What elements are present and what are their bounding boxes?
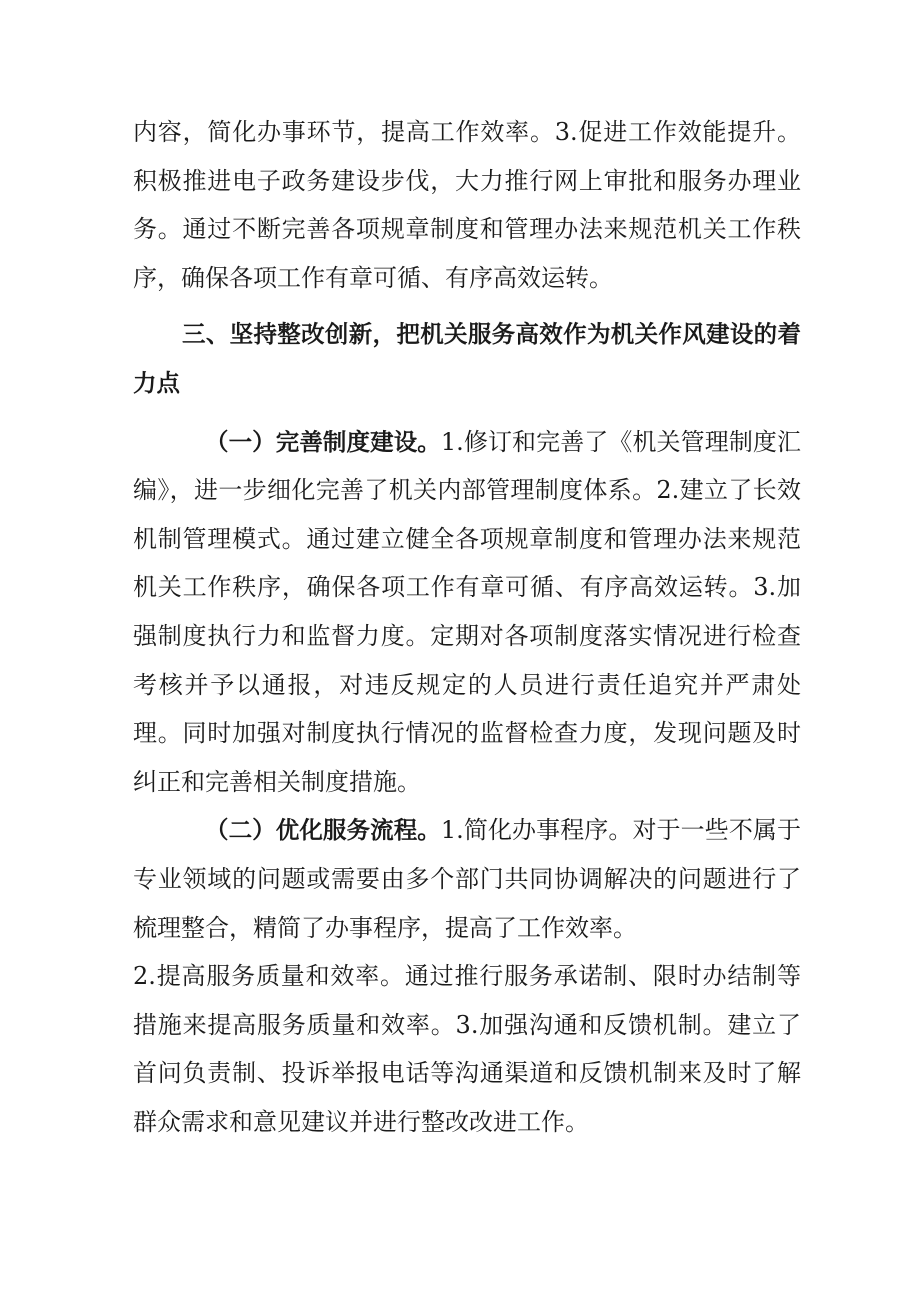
section-heading-3: 三、坚持整改创新，把机关服务高效作为机关作风建设的着力点 (133, 320, 801, 397)
paragraph-continued: 内容，简化办事环节，提高工作效率。3.促进工作效能提升。积极推进电子政务建设步伐，大力推行网上审批和服务办理业务。通过不断完善各项规章制度和管理办法来规范机关工作秩序，确保各项工作有章可循、有序高效运转。 (133, 118, 801, 292)
document-body (133, 108, 801, 1146)
subsection-1-title: （一）完善制度建设。 (205, 427, 441, 456)
subsection-2-paragraph (133, 806, 801, 952)
subsection-2-body: 1.简化办事程序。对于一些不属于专业领域的问题或需要由多个部门共同协调解决的问题进行了梳理整合，精简了办事程序，提高了工作效率。 (133, 816, 801, 942)
subsection-2-title: （二）优化服务流程。 (205, 816, 441, 845)
subsection-1-paragraph (133, 418, 801, 807)
paragraph-last: 2.提高服务质量和效率。通过推行服务承诺制、限时办结制等措施来提高服务质量和效率。3.加强沟通和反馈机制。建立了首问负责制、投诉举报电话等沟通渠道和反馈机制来及时了解群众需求和意见建议并进行整改改进工作。 (133, 962, 801, 1136)
subsection-1-body: 1.修订和完善了《机关管理制度汇编》，进一步细化完善了机关内部管理制度体系。2.建立了长效机制管理模式。通过建立健全各项规章制度和管理办法来规范机关工作秩序，确保各项工作有章可循、有序高效运转。3.加强制度执行力和监督力度。定期对各项制度落实情况进行检查考核并予以通报，对违反规定的人员进行责任追究并严肃处理。同时加强对制度执行情况的监督检查力度，发现问题及时纠正和完善相关制度措施。 (133, 427, 801, 796)
